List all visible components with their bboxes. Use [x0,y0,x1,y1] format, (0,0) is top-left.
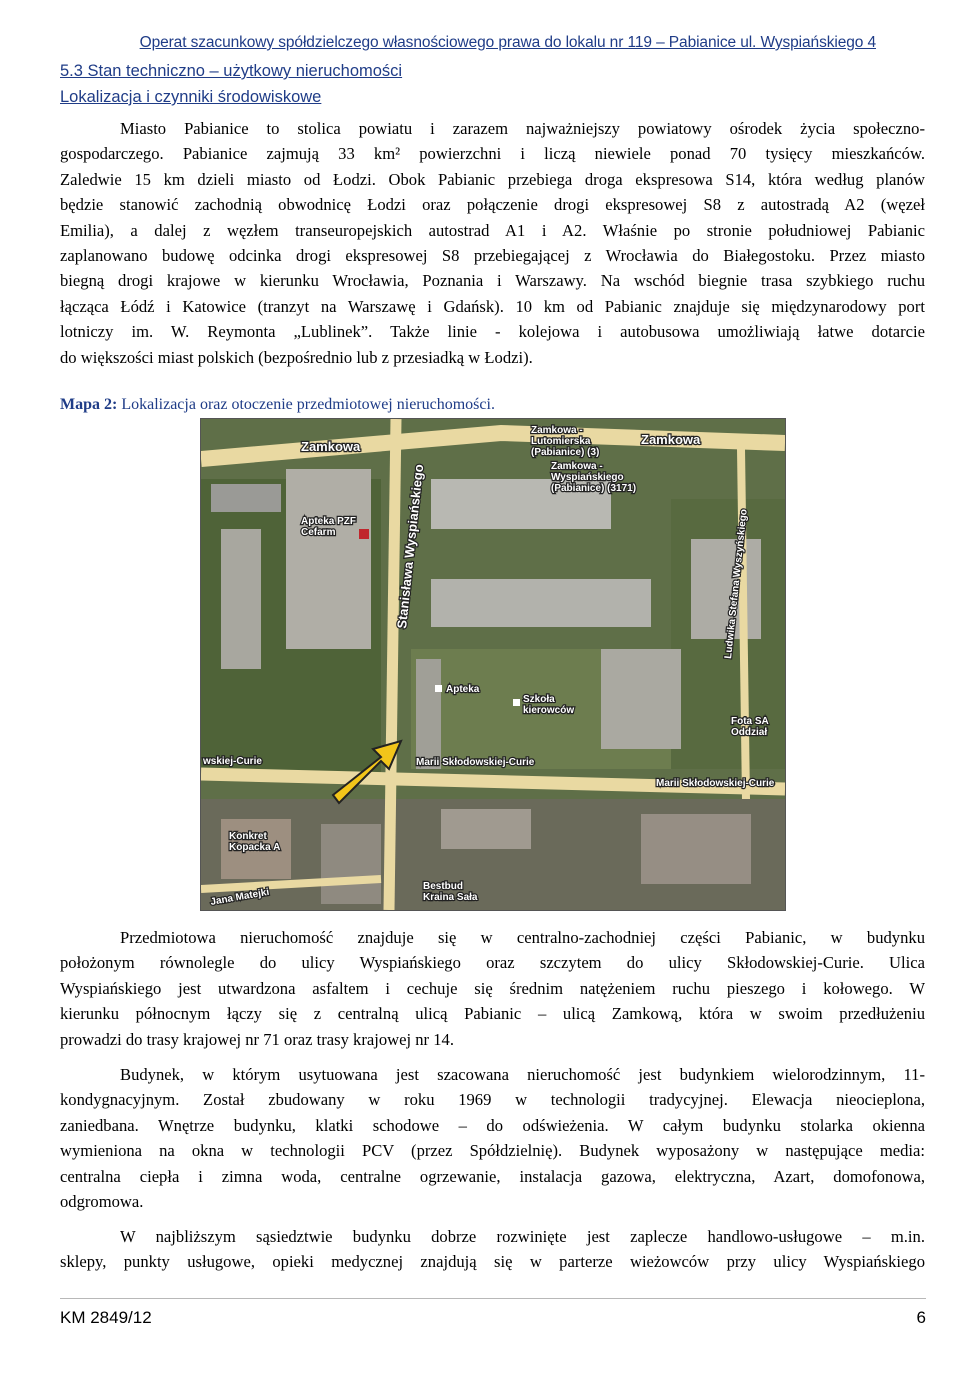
place-marker-icon [513,699,520,706]
body-line: prowadzi do trasy krajowej nr 71 oraz trasy krajowej nr 14. [60,1029,454,1049]
body-line: położonym równolegle do ulicy Wyspiańskiego oraz szczytem do ulicy Skłodowskiej-Curie. Ulica [60,953,925,973]
map-label: Kopacka A [229,842,281,853]
footer-page-number: 6 [916,1308,926,1327]
intro-line: łącząca Łódź i Katowice (tranzyt na Warszawę i Gdańsk). 10 km od Pabianic znajduje się międzynarodowy port [60,296,925,316]
map-label: kierowców [523,705,575,716]
building [211,484,281,512]
map-label: Marii Skłodowskiej-Curie [416,757,535,768]
intro-line: gospodarczego. Pabianice zajmują 33 km² powierzchni i liczą niewiele ponad 70 tysięcy mieszkańców. [60,144,925,164]
body-line: zaniedbana. Wnętrze budynku, klatki schodowe – do odświeżenia. W całym budynku stolarka okienna [60,1115,925,1135]
section-subtitle: Lokalizacja i czynniki środowiskowe [60,88,322,106]
intro-line: Zaledwie 15 km dzieli miasto od Łodzi. Obok Pabianic przebiega droga ekspresowa S14, która według planów [60,169,925,189]
map-label: Zamkowa [301,439,361,454]
building [641,814,751,884]
body-line: kondygnacyjnym. Został zbudowany w roku 1969 w technologii tradycyjnej. Elewacja nieocieplona, [60,1090,925,1110]
map-label: Apteka PZF [301,516,357,527]
intro-line: Miasto Pabianice to stolica powiatu i zarazem najważniejszy powiatowy ośrodek życia społeczno- [120,119,925,138]
footer-divider [60,1298,926,1299]
place-marker-icon [435,685,442,692]
map-label: Konkret [229,831,267,842]
pharmacy-marker-icon [359,529,369,539]
map-label: (Pabianice) (3) [531,447,600,458]
intro-line: lotniczy im. W. Reymonta „Lublinek”. Także linie - kolejowa i autobusowa umożliwiają łatwe dotarcie [60,322,925,342]
body-line: wymieniona na okna w technologii PCV (przez Spółdzielnię). Budynek wyposażony w następujące media: [60,1141,925,1161]
map-label: Stanisława Wyspiańskiego [394,463,427,630]
map-label: Oddział [731,727,768,738]
intro-line: zaplanowano budowę odcinka drogi ekspresowej S8 przebiegającej z Wrocławia do Białegostoku. Przez miasto [60,246,925,266]
map-caption-label: Mapa 2: [60,396,118,413]
map-label: Wyspiańskiego [551,472,624,483]
map-label: Lutomierska [531,436,591,447]
body-line: kierunku północnym łączy się z centralną ulicą Pabianic – ulicą Zamkową, która w swoim przedłużeniu [60,1004,925,1024]
map-label: Fota SA [731,716,769,727]
body-line: odgromowa. [60,1192,144,1212]
paragraph-building [60,1062,925,1214]
map-label: (Pabianice) (3171) [551,483,637,494]
intro-line: będzie stanowić zachodnią obwodnicę Łodzi oraz połączenie drogi ekspresowej S8 z autostradą A2 (węzeł [60,195,925,215]
road-wyspianskiego [389,419,396,910]
body-line: W najbliższym sąsiedztwie budynku dobrze rozwinięte jest zaplecze handlowo-usługowe – m.in. [120,1227,925,1246]
map-label: Zamkowa - [531,425,583,436]
map-label: Zamkowa - [551,461,603,472]
building [286,469,371,649]
map-label: Bestbud [423,881,463,892]
map-caption-text: Lokalizacja oraz otoczenie przedmiotowej nieruchomości. [117,396,495,413]
map-label: Szkoła [523,694,555,705]
map-svg [201,419,785,910]
running-header: Operat szacunkowy spółdzielczego własnościowego prawa do lokalu nr 119 – Pabianice ul. Wyspiańskiego 4 [139,34,876,51]
building [416,659,441,769]
building [321,824,381,904]
map-label: Marii Skłodowskiej-Curie [656,778,775,789]
footer-doc-number: KM 2849/12 [60,1308,152,1327]
body-line: sklepy, punkty usługowe, opieki medycznej znajdują się w parterze wieżowców przy ulicy Wyspiańskiego [60,1252,925,1272]
building [601,649,681,749]
map-label: wskiej-Curie [203,756,262,767]
intro-line: biegną drogi krajowe w kierunku Wrocławia, Poznania i Warszawy. Na wschód biegnie trasa szybkiego ruchu [60,271,925,291]
map-label: Apteka [446,684,480,695]
building [221,529,261,669]
building [441,809,531,849]
map-label: Ludwika Stefana Wyszyńskiego [723,508,750,660]
body-line: Budynek, w którym usytuowana jest szacowana nieruchomość jest budynkiem wielorodzinnym, 11- [120,1065,925,1084]
satellite-map [200,418,786,911]
intro-paragraph [60,116,925,370]
section-title: 5.3 Stan techniczno – użytkowy nieruchomości [60,62,403,80]
building [431,579,651,627]
intro-line: do większości miast polskich (bezpośrednio lub z przesiadką w Łodzi). [60,347,533,367]
map-label: Zamkowa [641,432,701,447]
map-label: Kraina Sała [423,892,478,903]
intro-line: Emilia), a dalej z węzłem transeuropejskich autostrad A1 i A2. Właśnie po stronie południowej Pabianic [60,220,925,240]
map-label: Cefarm [301,527,336,538]
body-line: centralna ciepła i zimna woda, centralne ogrzewanie, instalacja gazowa, elektryczna, Azart, domofonowa, [60,1166,925,1186]
paragraph-location [60,925,925,1052]
map-label: Jana Matejki [209,886,271,908]
body-line: Przedmiotowa nieruchomość znajduje się w centralno-zachodniej części Pabianic, w budynku [120,928,925,947]
body-line: Wyspiańskiego jest utwardzona asfaltem i cechuje się średnim natężeniem ruchu pieszego i kołowego. W [60,978,925,998]
map-caption [60,396,495,414]
paragraph-neighbourhood [60,1224,925,1275]
road-stefanowskiego [741,449,746,799]
